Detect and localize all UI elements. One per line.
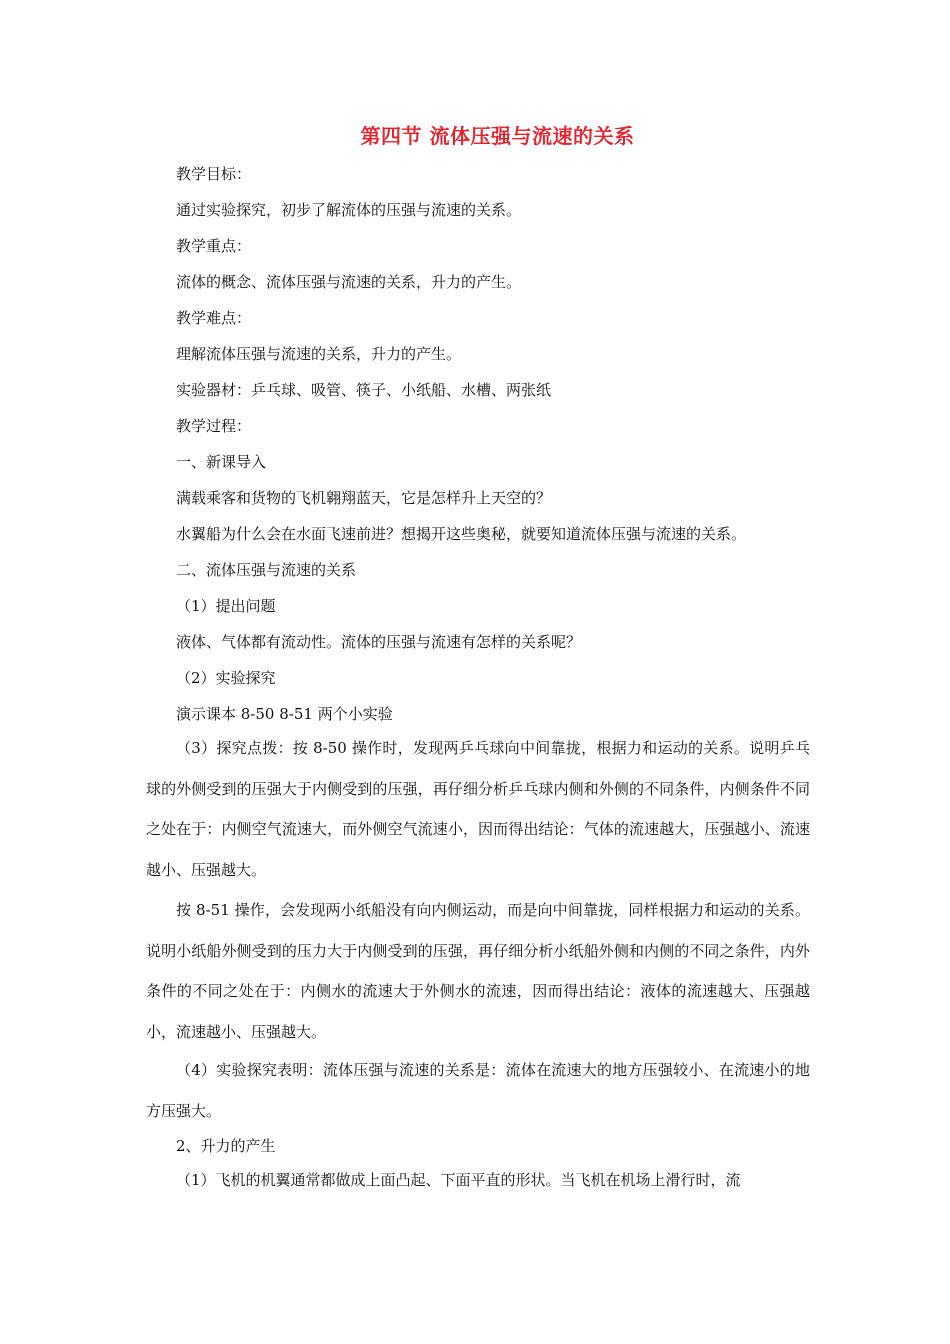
heading-section-1: 一、新课导入 — [176, 453, 267, 471]
heading-lift: 2、升力的产生 — [176, 1137, 276, 1155]
text-difficulties: 理解流体压强与流速的关系，升力的产生。 — [176, 345, 462, 363]
paragraph-boats: 按 8-51 操作，会发现两小纸船没有向内侧运动，而是向中间靠拢，同样根据力和运动的关系。说明小纸船外侧受到的压力大于内侧受到的压强，再仔细分析小纸船外侧和内侧的不同之条件，内外条件的不同之处在于：内侧水的流速大于外侧水的流速，因而得出结论：液体的流速越大、压强越小，流速越小、压强越大。 — [146, 901, 810, 1041]
subheading-question: （1）提出问题 — [176, 597, 276, 615]
text-intro-question-2: 水翼船为什么会在水面飞速前进？想揭开这些奥秘，就要知道流体压强与流速的关系。 — [176, 525, 747, 543]
text-intro-question-1: 满载乘客和货物的飞机翱翔蓝天，它是怎样升上天空的？ — [176, 489, 552, 507]
subheading-experiment: （2）实验探究 — [176, 669, 276, 687]
paragraph-wing: （1）飞机的机翼通常都做成上面凸起、下面平直的形状。当飞机在机场上滑行时，流 — [176, 1171, 741, 1189]
paragraph-guidance: （3）探究点拨：按 8-50 操作时，发现两乒乓球向中间靠拢，根据力和运动的关系。说明乒乓球的外侧受到的压强大于内侧受到的压强，再仔细分析乒乓球内侧和外侧的不同条件，内侧条件不同之处在于：内侧空气流速大，而外侧空气流速小，因而得出结论：气体的流速越大，压强越小、流速越小、压强越大。 — [146, 739, 810, 879]
heading-difficulties: 教学难点： — [176, 309, 252, 327]
page-title: 第四节 流体压强与流速的关系 — [360, 124, 635, 148]
heading-key-points: 教学重点： — [176, 237, 252, 255]
text-equipment: 实验器材：乒乓球、吸管、筷子、小纸船、水槽、两张纸 — [176, 381, 552, 399]
text-teaching-goals: 通过实验探究，初步了解流体的压强与流速的关系。 — [176, 201, 522, 219]
heading-teaching-goals: 教学目标： — [176, 165, 252, 183]
heading-process: 教学过程： — [176, 417, 252, 435]
heading-section-2: 二、流体压强与流速的关系 — [176, 561, 357, 579]
text-demo: 演示课本 8-50 8-51 两个小实验 — [176, 705, 393, 723]
text-key-points: 流体的概念、流体压强与流速的关系，升力的产生。 — [176, 273, 522, 291]
text-question: 液体、气体都有流动性。流体的压强与流速有怎样的关系呢？ — [176, 633, 582, 651]
paragraph-conclusion: （4）实验探究表明：流体压强与流速的关系是：流体在流速大的地方压强较小、在流速小的地方压强大。 — [146, 1061, 810, 1120]
